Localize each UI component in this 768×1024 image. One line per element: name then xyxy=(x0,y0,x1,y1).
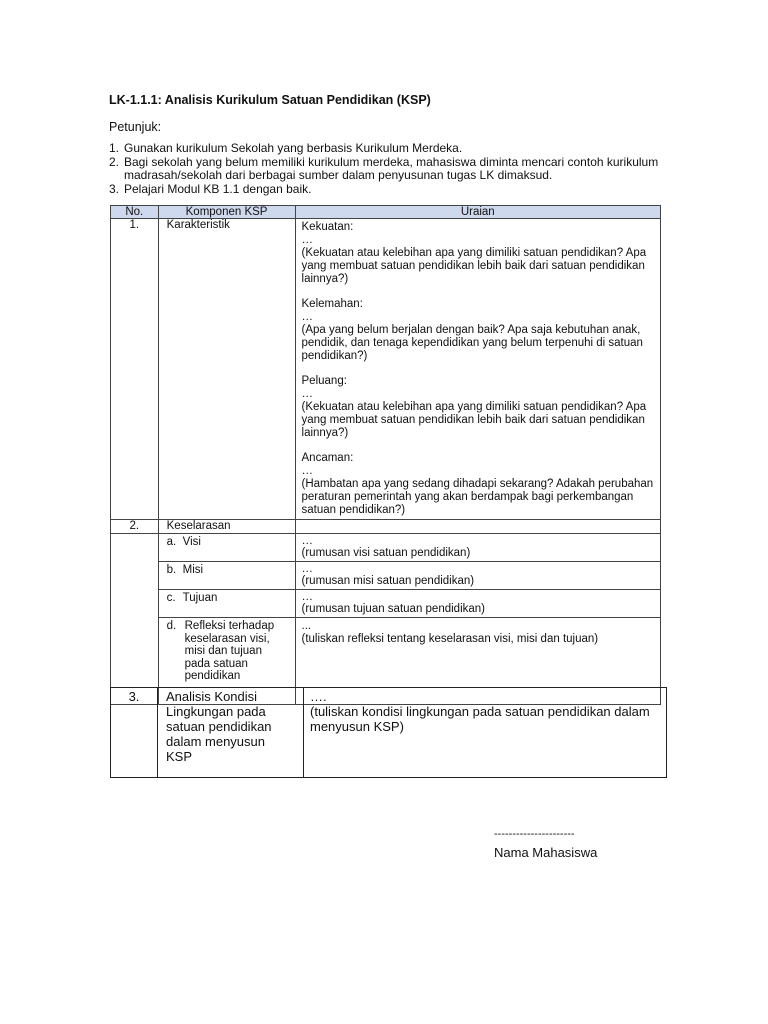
row-number: 2. xyxy=(111,520,159,534)
sub-label-visi xyxy=(159,534,295,549)
table-row-karakteristik xyxy=(111,219,661,520)
instruction-text: Pelajari Modul KB 1.1 dengan baik. xyxy=(124,181,312,196)
petunjuk-heading: Petunjuk: xyxy=(109,120,162,134)
section-text: (rumusan tujuan satuan pendidikan) xyxy=(301,602,485,615)
sub-name: Tujuan xyxy=(182,592,218,604)
section-dots: … xyxy=(301,563,314,575)
sub-label-refleksi xyxy=(159,618,295,683)
table-row-tujuan xyxy=(111,590,661,618)
signature-name: Nama Mahasiswa xyxy=(494,845,598,860)
ksp-analysis-table xyxy=(110,205,661,705)
komponen-cell xyxy=(158,219,295,520)
section-dots: … xyxy=(301,465,314,477)
uraian-cell xyxy=(304,688,667,778)
instruction-number: 3. xyxy=(109,181,120,196)
section-text: (Apa yang belum berjalan dengan baik? Apa saja kebutuhan anak, pendidik, dan tenaga kependidikan yang belum terpenuhi di satuan pendidikan?) xyxy=(301,324,643,362)
section-text: (tuliskan kondisi lingkungan pada satuan pendidikan dalam menyusun KSP) xyxy=(310,704,650,734)
signature-line: ---------------------- xyxy=(494,828,575,840)
instruction-item xyxy=(109,183,669,197)
sub-letter: a. xyxy=(166,536,177,548)
komponen-label: Karakteristik xyxy=(166,219,230,231)
page-title: LK-1.1.1: Analisis Kurikulum Satuan Pendidikan (KSP) xyxy=(109,93,431,107)
visi-content xyxy=(296,534,660,561)
sub-letter: c. xyxy=(166,592,176,604)
sub-letter: b. xyxy=(166,564,177,576)
uraian-cell xyxy=(295,562,660,590)
misi-content xyxy=(296,562,660,589)
section-dots: … xyxy=(301,388,314,400)
refleksi-content xyxy=(296,618,660,647)
uraian-cell xyxy=(295,219,660,520)
instruction-item xyxy=(109,156,669,183)
section-text: (Kekuatan atau kelebihan apa yang dimiliki satuan pendidikan? Apa yang membuat satuan pendidikan lebih baik dari satuan pendidikan lainnya?) xyxy=(301,401,647,439)
komponen-cell xyxy=(158,534,295,562)
section-text: (Hambatan apa yang sedang dihadapi sekarang? Adakah perubahan peraturan pemerintah yang akan berdampak bagi perkembangan satuan pendidikan?) xyxy=(301,478,654,516)
komponen-label: Analisis Kondisi Lingkungan pada satuan pendidikan dalam menyusun KSP xyxy=(166,689,272,764)
section-dots: … xyxy=(301,591,314,603)
uraian-cell xyxy=(295,590,660,618)
section-label: Peluang: xyxy=(301,375,347,387)
section-dots: … xyxy=(301,311,314,323)
section-label: Ancaman: xyxy=(301,452,354,464)
section-dots: … xyxy=(301,535,314,547)
lingkungan-table xyxy=(110,687,667,778)
section-label: Kekuatan: xyxy=(301,221,354,233)
section-text: (rumusan visi satuan pendidikan) xyxy=(301,546,471,559)
komponen-cell xyxy=(158,590,295,618)
instruction-number: 1. xyxy=(109,141,120,155)
sub-name: Refleksi terhadap keselarasan visi, misi dan tujuan pada satuan pendidikan xyxy=(184,620,275,682)
uraian-cell xyxy=(295,520,660,534)
sub-name: Misi xyxy=(182,564,204,576)
komponen-cell xyxy=(158,688,304,778)
section-kekuatan xyxy=(302,221,654,286)
section-label: Kelemahan: xyxy=(301,298,363,310)
komponen-label: Keselarasan xyxy=(166,520,231,532)
table-row-keselarasan xyxy=(111,520,661,534)
tujuan-content xyxy=(296,590,660,617)
sub-label-tujuan xyxy=(159,590,295,605)
karakteristik-content xyxy=(296,219,660,519)
header-uraian: Uraian xyxy=(295,206,660,219)
komponen-cell xyxy=(158,520,295,534)
instruction-number: 2. xyxy=(109,154,120,169)
komponen-cell xyxy=(158,562,295,590)
section-text: (tuliskan refleksi tentang keselarasan visi, misi dan tujuan) xyxy=(301,632,599,645)
row-number: 3. xyxy=(111,688,158,778)
section-text: (rumusan misi satuan pendidikan) xyxy=(301,574,475,587)
instruction-item xyxy=(109,142,669,156)
section-dots: …. xyxy=(310,689,327,704)
section-ancaman xyxy=(302,452,654,517)
section-peluang xyxy=(302,375,654,440)
table-row-lingkungan xyxy=(111,688,667,778)
table-header-row xyxy=(111,206,661,219)
table-row-visi xyxy=(111,534,661,562)
sub-letter: d. xyxy=(166,620,177,632)
table-row-misi xyxy=(111,562,661,590)
section-text: (Kekuatan atau kelebihan apa yang dimiliki satuan pendidikan? Apa yang membuat satuan pendidikan lebih baik dari satuan pendidikan lainnya?) xyxy=(301,247,647,285)
header-no: No. xyxy=(111,206,159,219)
header-komponen: Komponen KSP xyxy=(158,206,295,219)
row-number-blank xyxy=(111,534,159,705)
instruction-text: Gunakan kurikulum Sekolah yang berbasis Kurikulum Merdeka. xyxy=(124,141,463,155)
instruction-text: Bagi sekolah yang belum memiliki kurikulum merdeka, mahasiswa diminta mencari contoh kurikulum madrasah/sekolah dari berbagai sumber dalam penyusunan tugas LK dimaksud. xyxy=(124,154,659,182)
row-number: 1. xyxy=(111,219,159,520)
uraian-cell xyxy=(295,534,660,562)
sub-label-misi xyxy=(159,562,295,577)
sub-name: Visi xyxy=(182,536,201,548)
instruction-list xyxy=(109,142,669,196)
section-dots: … xyxy=(301,234,314,246)
section-kelemahan xyxy=(302,298,654,363)
section-dots: ... xyxy=(301,620,312,632)
